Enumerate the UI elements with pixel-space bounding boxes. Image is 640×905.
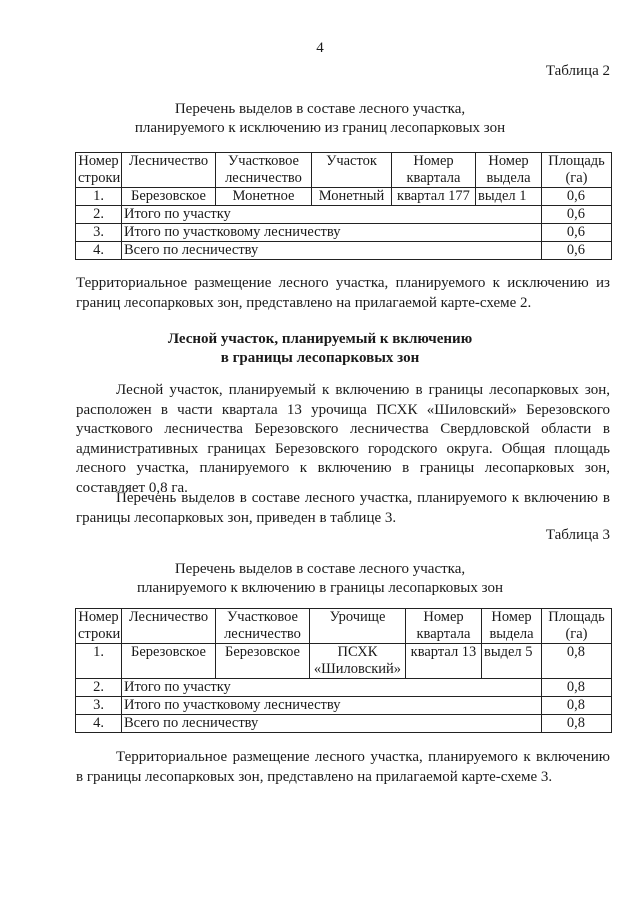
table3 [75,608,612,733]
table2-header-cell: Участковое лесничество [216,153,312,188]
table3-caption [0,560,640,598]
table2-header-cell: Лесничество [122,153,216,188]
table-cell: 4. [76,715,122,733]
table3-caption-line2: планируемого к включению в границы лесопарковых зон [137,580,503,596]
table3-header-cell: Номер квартала [406,609,482,644]
table-row [76,224,612,242]
table-cell: Монетное [216,188,312,206]
table3-header-cell: Урочище [310,609,406,644]
table-row [76,715,612,733]
table-cell: 0,8 [542,715,612,733]
table-cell: 2. [76,679,122,697]
table2-header-cell: Номер строки [76,153,122,188]
table-cell: Всего по лесничеству [122,242,542,260]
table2-header-cell: Площадь (га) [542,153,612,188]
table-cell: 1. [76,188,122,206]
table-row [76,188,612,206]
table2-header-row [76,153,612,188]
section-heading-line1: Лесной участок, планируемый к включению [167,331,473,347]
paragraph-inclusion-map: Территориальное размещение лесного участка, планируемого к включению в границы лесопарковых зон, представлено на прилагаемой карте-схеме 3. [76,749,610,785]
table3-header-cell: Площадь (га) [542,609,612,644]
page-number: 4 [316,40,324,56]
table3-header-cell: Номер выдела [482,609,542,644]
table2-caption [0,100,640,138]
table-cell: Итого по участку [122,679,542,697]
table2-caption-line1: Перечень выделов в составе лесного участка, [174,101,466,117]
table2-header-cell: Номер квартала [392,153,476,188]
table3-caption-line1: Перечень выделов в составе лесного участка, [174,561,466,577]
table-cell: квартал 177 [392,188,476,206]
table-cell: Всего по лесничеству [122,715,542,733]
table-cell: выдел 1 [476,188,542,206]
paragraph-inclusion-description: Лесной участок, планируемый к включению в границы лесопарковых зон, расположен в части квартала 13 урочища ПСХК «Шиловский» Березовского участкового лесничества Березовского лесничества Свердловской области в административных границах Березовского городского округа. Общая площадь лесного участка, планируемого к включению в границы лесопарковых зон, составляет 0,8 га. [76,382,610,496]
table3-label: Таблица 3 [545,527,610,543]
table-row [76,697,612,715]
table-cell: выдел 5 [482,644,542,679]
table-cell: Березовское [122,188,216,206]
table-cell: 0,6 [542,188,612,206]
table2-header-cell: Участок [312,153,392,188]
section-heading-line2: в границы лесопарковых зон [220,350,420,366]
table2-header-cell: Номер выдела [476,153,542,188]
table3-header-cell: Номер строки [76,609,122,644]
table-row [76,679,612,697]
table-cell: Монетный [312,188,392,206]
table-cell: 0,6 [542,206,612,224]
section-heading [0,330,640,368]
table3-header-cell: Участковое лесничество [216,609,310,644]
table-cell: 3. [76,697,122,715]
table-cell: ПСХК «Шиловский» [310,644,406,679]
table-cell: 1. [76,644,122,679]
table-row [76,206,612,224]
table-cell: Березовское [216,644,310,679]
table-cell: 0,8 [542,644,612,679]
paragraph-exclusion-map: Территориальное размещение лесного участка, планируемого к исключению из границ лесопарковых зон, представлено на прилагаемой карте-схеме 2. [76,275,610,311]
table-cell: 2. [76,206,122,224]
table3-header-row [76,609,612,644]
table2 [75,152,612,260]
table-cell: 3. [76,224,122,242]
paragraph-inclusion-list: Перечень выделов в составе лесного участка, планируемого к включению в границы лесопарковых зон, приведен в таблице 3. [76,490,610,526]
table-cell: Березовское [122,644,216,679]
table-cell: Итого по участковому лесничеству [122,224,542,242]
table-cell: 0,8 [542,697,612,715]
table-cell: 0,8 [542,679,612,697]
table2-label: Таблица 2 [545,63,610,79]
table-row [76,644,612,679]
table-cell: 0,6 [542,224,612,242]
table-cell: 4. [76,242,122,260]
table-cell: Итого по участку [122,206,542,224]
table-cell: Итого по участковому лесничеству [122,697,542,715]
table-cell: 0,6 [542,242,612,260]
table-cell: квартал 13 [406,644,482,679]
table3-header-cell: Лесничество [122,609,216,644]
table-row [76,242,612,260]
table2-caption-line2: планируемого к исключению из границ лесопарковых зон [134,120,506,136]
